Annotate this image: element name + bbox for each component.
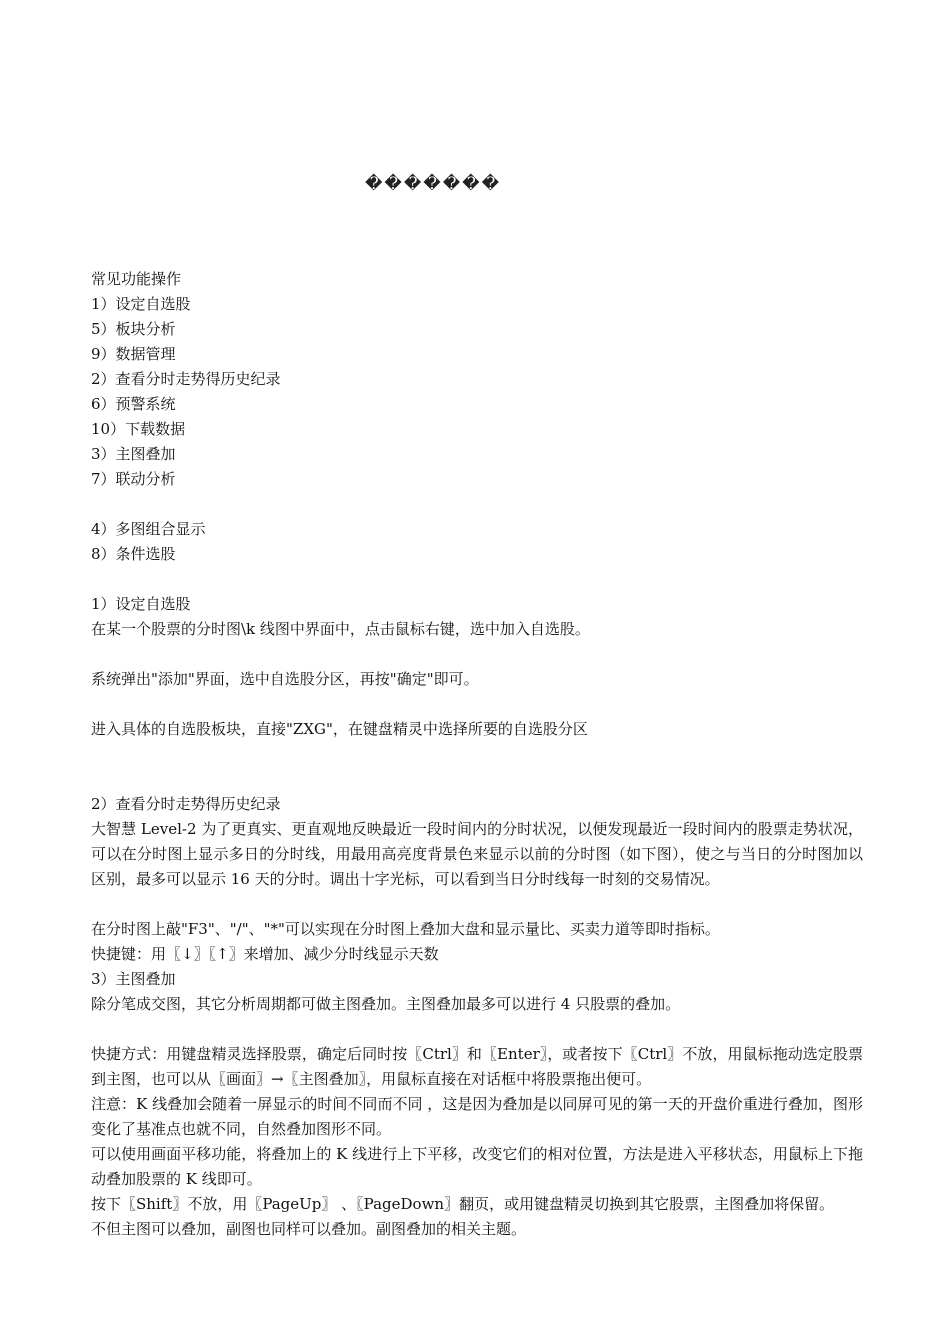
paragraph: 注意：K 线叠加会随着一屏显示的时间不同而不同 ，这是因为叠加是以同屏可见的第一天的开盘价重进行叠加，图形变化了基准点也就不同，自然叠加图形不同。 [91,1095,863,1138]
section-heading: 1）设定自选股 [91,595,191,613]
paragraph: 不但主图可以叠加，副图也同样可以叠加。副图叠加的相关主题。 [91,1220,527,1238]
paragraph: 除分笔成交图，其它分析周期都可做主图叠加。主图叠加最多可以进行 4 只股票的叠加。 [91,995,681,1013]
paragraph: 快捷方式：用键盘精灵选择股票，确定后同时按〖Ctrl〗和〖Enter〗，或者按下〖Ctrl〗不放，用鼠标拖动选定股票到主图，也可以从〖画面〗→〖主图叠加〗，用鼠标直接在对话框中将股票拖出便可。 [91,1045,863,1088]
menu-item: 7）联动分析 [91,470,176,488]
menu-item: 3）主图叠加 [91,445,176,463]
menu-item: 8）条件选股 [91,545,176,563]
menu-item: 6）预警系统 [91,395,176,413]
menu-item: 9）数据管理 [91,345,176,363]
document-title: ������� [364,174,502,194]
document-body [91,267,863,1242]
paragraph: 快捷键：用〖↓〗〖↑〗来增加、减少分时线显示天数 [91,945,439,963]
menu-item: 10）下载数据 [91,420,186,438]
paragraph: 进入具体的自选股板块，直接"ZXG"，在键盘精灵中选择所要的自选股分区 [91,720,588,738]
paragraph: 系统弹出"添加"界面，选中自选股分区，再按"确定"即可。 [91,670,479,688]
paragraph: 在分时图上敲"F3"、"/"、"*"可以实现在分时图上叠加大盘和显示量比、买卖力道等即时指标。 [91,920,720,938]
paragraph: 大智慧 Level-2 为了更真实、更直观地反映最近一段时间内的分时状况，以便发现最近一段时间内的股票走势状况，可以在分时图上显示多日的分时线，用最用高亮度背景色来显示以前的分时图（如下图），使之与当日的分时图加以区别，最多可以显示 16 天的分时。调出十字光标，可以看到当日分时线每一时刻的交易情况。 [91,820,863,888]
menu-heading: 常见功能操作 [91,270,182,288]
menu-item: 4）多图组合显示 [91,520,206,538]
menu-item: 2）查看分时走势得历史纪录 [91,370,281,388]
section-heading: 3）主图叠加 [91,970,176,988]
menu-item: 1）设定自选股 [91,295,191,313]
menu-item: 5）板块分析 [91,320,176,338]
paragraph: 在某一个股票的分时图\k 线图中界面中，点击鼠标右键，选中加入自选股。 [91,620,590,638]
paragraph: 可以使用画面平移功能，将叠加上的 K 线进行上下平移，改变它们的相对位置，方法是进入平移状态，用鼠标上下拖动叠加股票的 K 线即可。 [91,1145,863,1188]
section-heading: 2）查看分时走势得历史纪录 [91,795,281,813]
paragraph: 按下〖Shift〗不放，用〖PageUp〗 、〖PageDown〗翻页，或用键盘精灵切换到其它股票，主图叠加将保留。 [91,1195,835,1213]
